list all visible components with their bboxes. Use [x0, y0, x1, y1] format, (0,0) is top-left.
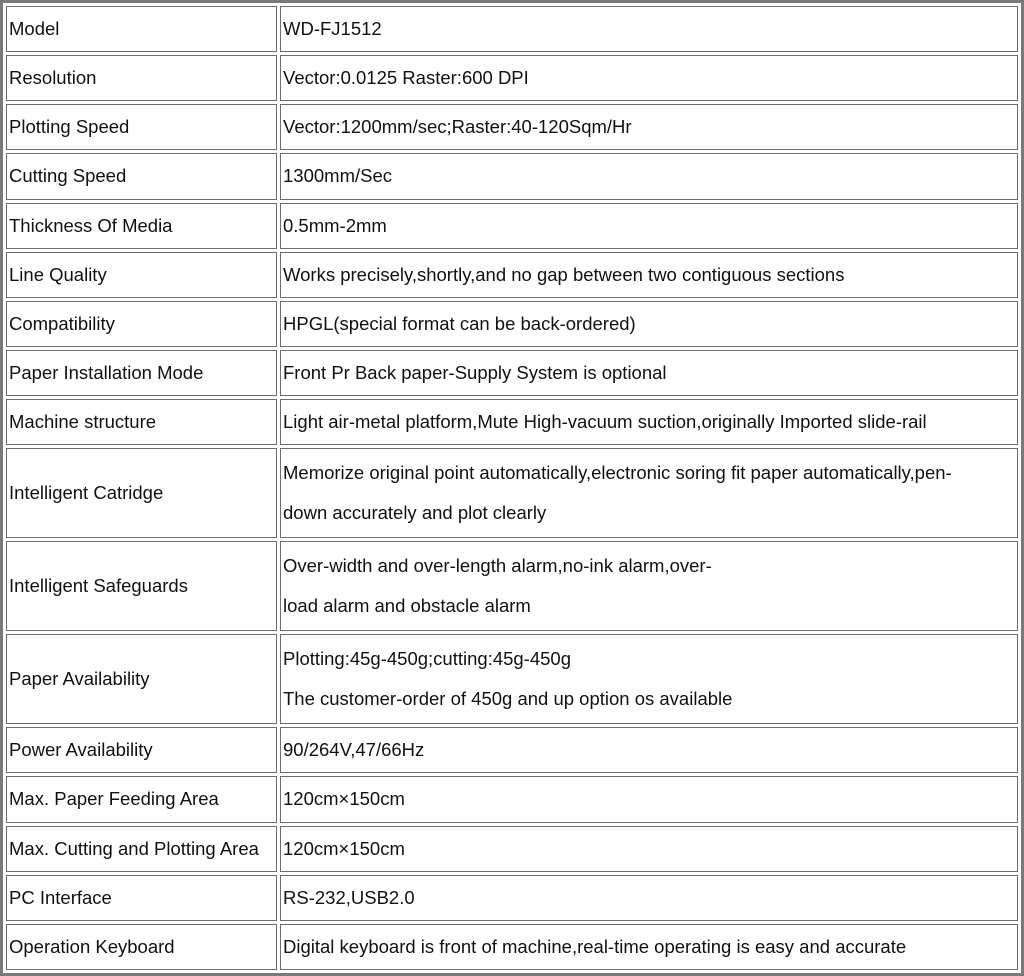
spec-value-line: Vector:1200mm/sec;Raster:40-120Sqm/Hr [283, 116, 632, 138]
table-row [6, 826, 1018, 872]
spec-value-line: Memorize original point automatically,electronic soring fit paper automatically,pen- [283, 462, 952, 484]
table-row [6, 727, 1018, 773]
spec-value-line: WD-FJ1512 [283, 18, 382, 40]
spec-value-cell [280, 6, 1018, 52]
spec-label-cell: Model [6, 6, 277, 52]
table-row [6, 55, 1018, 101]
spec-value-line: Light air-metal platform,Mute High-vacuum suction,originally Imported slide-rail [283, 411, 927, 433]
spec-value-cell [280, 924, 1018, 970]
spec-label-cell: Compatibility [6, 301, 277, 347]
spec-label-cell: Plotting Speed [6, 104, 277, 150]
spec-value-line: Plotting:45g-450g;cutting:45g-450g [283, 648, 571, 670]
spec-value-line: Vector:0.0125 Raster:600 DPI [283, 67, 529, 89]
table-row [6, 104, 1018, 150]
spec-label-cell: Machine structure [6, 399, 277, 445]
spec-label-cell: Intelligent Catridge [6, 448, 277, 538]
spec-label-cell: Line Quality [6, 252, 277, 298]
spec-label-cell: Max. Cutting and Plotting Area [6, 826, 277, 872]
spec-value-line: 120cm×150cm [283, 788, 405, 810]
spec-value-line: load alarm and obstacle alarm [283, 595, 531, 617]
spec-label-cell: Resolution [6, 55, 277, 101]
spec-label-cell: PC Interface [6, 875, 277, 921]
spec-value-line: Over-width and over-length alarm,no-ink alarm,over- [283, 555, 712, 577]
spec-value-cell [280, 104, 1018, 150]
spec-value-cell [280, 634, 1018, 724]
table-row [6, 350, 1018, 396]
spec-value-line: 120cm×150cm [283, 837, 405, 859]
spec-value-cell [280, 55, 1018, 101]
spec-label-cell: Max. Paper Feeding Area [6, 776, 277, 822]
table-row [6, 6, 1018, 52]
spec-value-cell [280, 448, 1018, 538]
spec-value-line: Front Pr Back paper-Supply System is optional [283, 361, 667, 383]
spec-value-cell [280, 776, 1018, 822]
table-row [6, 634, 1018, 724]
table-row [6, 301, 1018, 347]
table-row [6, 252, 1018, 298]
spec-value-line: The customer-order of 450g and up option os available [283, 688, 733, 710]
spec-value-cell [280, 875, 1018, 921]
table-row [6, 153, 1018, 199]
spec-label-cell: Intelligent Safeguards [6, 541, 277, 631]
spec-label-cell: Operation Keyboard [6, 924, 277, 970]
spec-value-cell [280, 203, 1018, 249]
spec-value-line: HPGL(special format can be back-ordered) [283, 312, 636, 334]
table-row [6, 924, 1018, 970]
table-row [6, 875, 1018, 921]
spec-value-cell [280, 252, 1018, 298]
table-row [6, 203, 1018, 249]
spec-value-line: 90/264V,47/66Hz [283, 739, 425, 761]
spec-value-line: 1300mm/Sec [283, 165, 392, 187]
spec-table [3, 3, 1021, 973]
table-row [6, 541, 1018, 631]
spec-value-cell [280, 301, 1018, 347]
table-row [6, 448, 1018, 538]
spec-label-cell: Cutting Speed [6, 153, 277, 199]
spec-value-cell [280, 153, 1018, 199]
spec-value-line: 0.5mm-2mm [283, 214, 387, 236]
spec-value-line: Works precisely,shortly,and no gap between two contiguous sections [283, 263, 845, 285]
spec-value-cell [280, 350, 1018, 396]
spec-value-line: RS-232,USB2.0 [283, 886, 415, 908]
table-row [6, 399, 1018, 445]
spec-value-line: down accurately and plot clearly [283, 502, 547, 524]
spec-value-cell [280, 826, 1018, 872]
spec-label-cell: Thickness Of Media [6, 203, 277, 249]
table-row [6, 776, 1018, 822]
spec-value-cell [280, 399, 1018, 445]
spec-value-cell [280, 727, 1018, 773]
spec-label-cell: Paper Availability [6, 634, 277, 724]
spec-value-line: Digital keyboard is front of machine,real-time operating is easy and accurate [283, 935, 907, 957]
spec-label-cell: Power Availability [6, 727, 277, 773]
spec-table-body [6, 6, 1018, 970]
spec-label-cell: Paper Installation Mode [6, 350, 277, 396]
spec-value-cell [280, 541, 1018, 631]
